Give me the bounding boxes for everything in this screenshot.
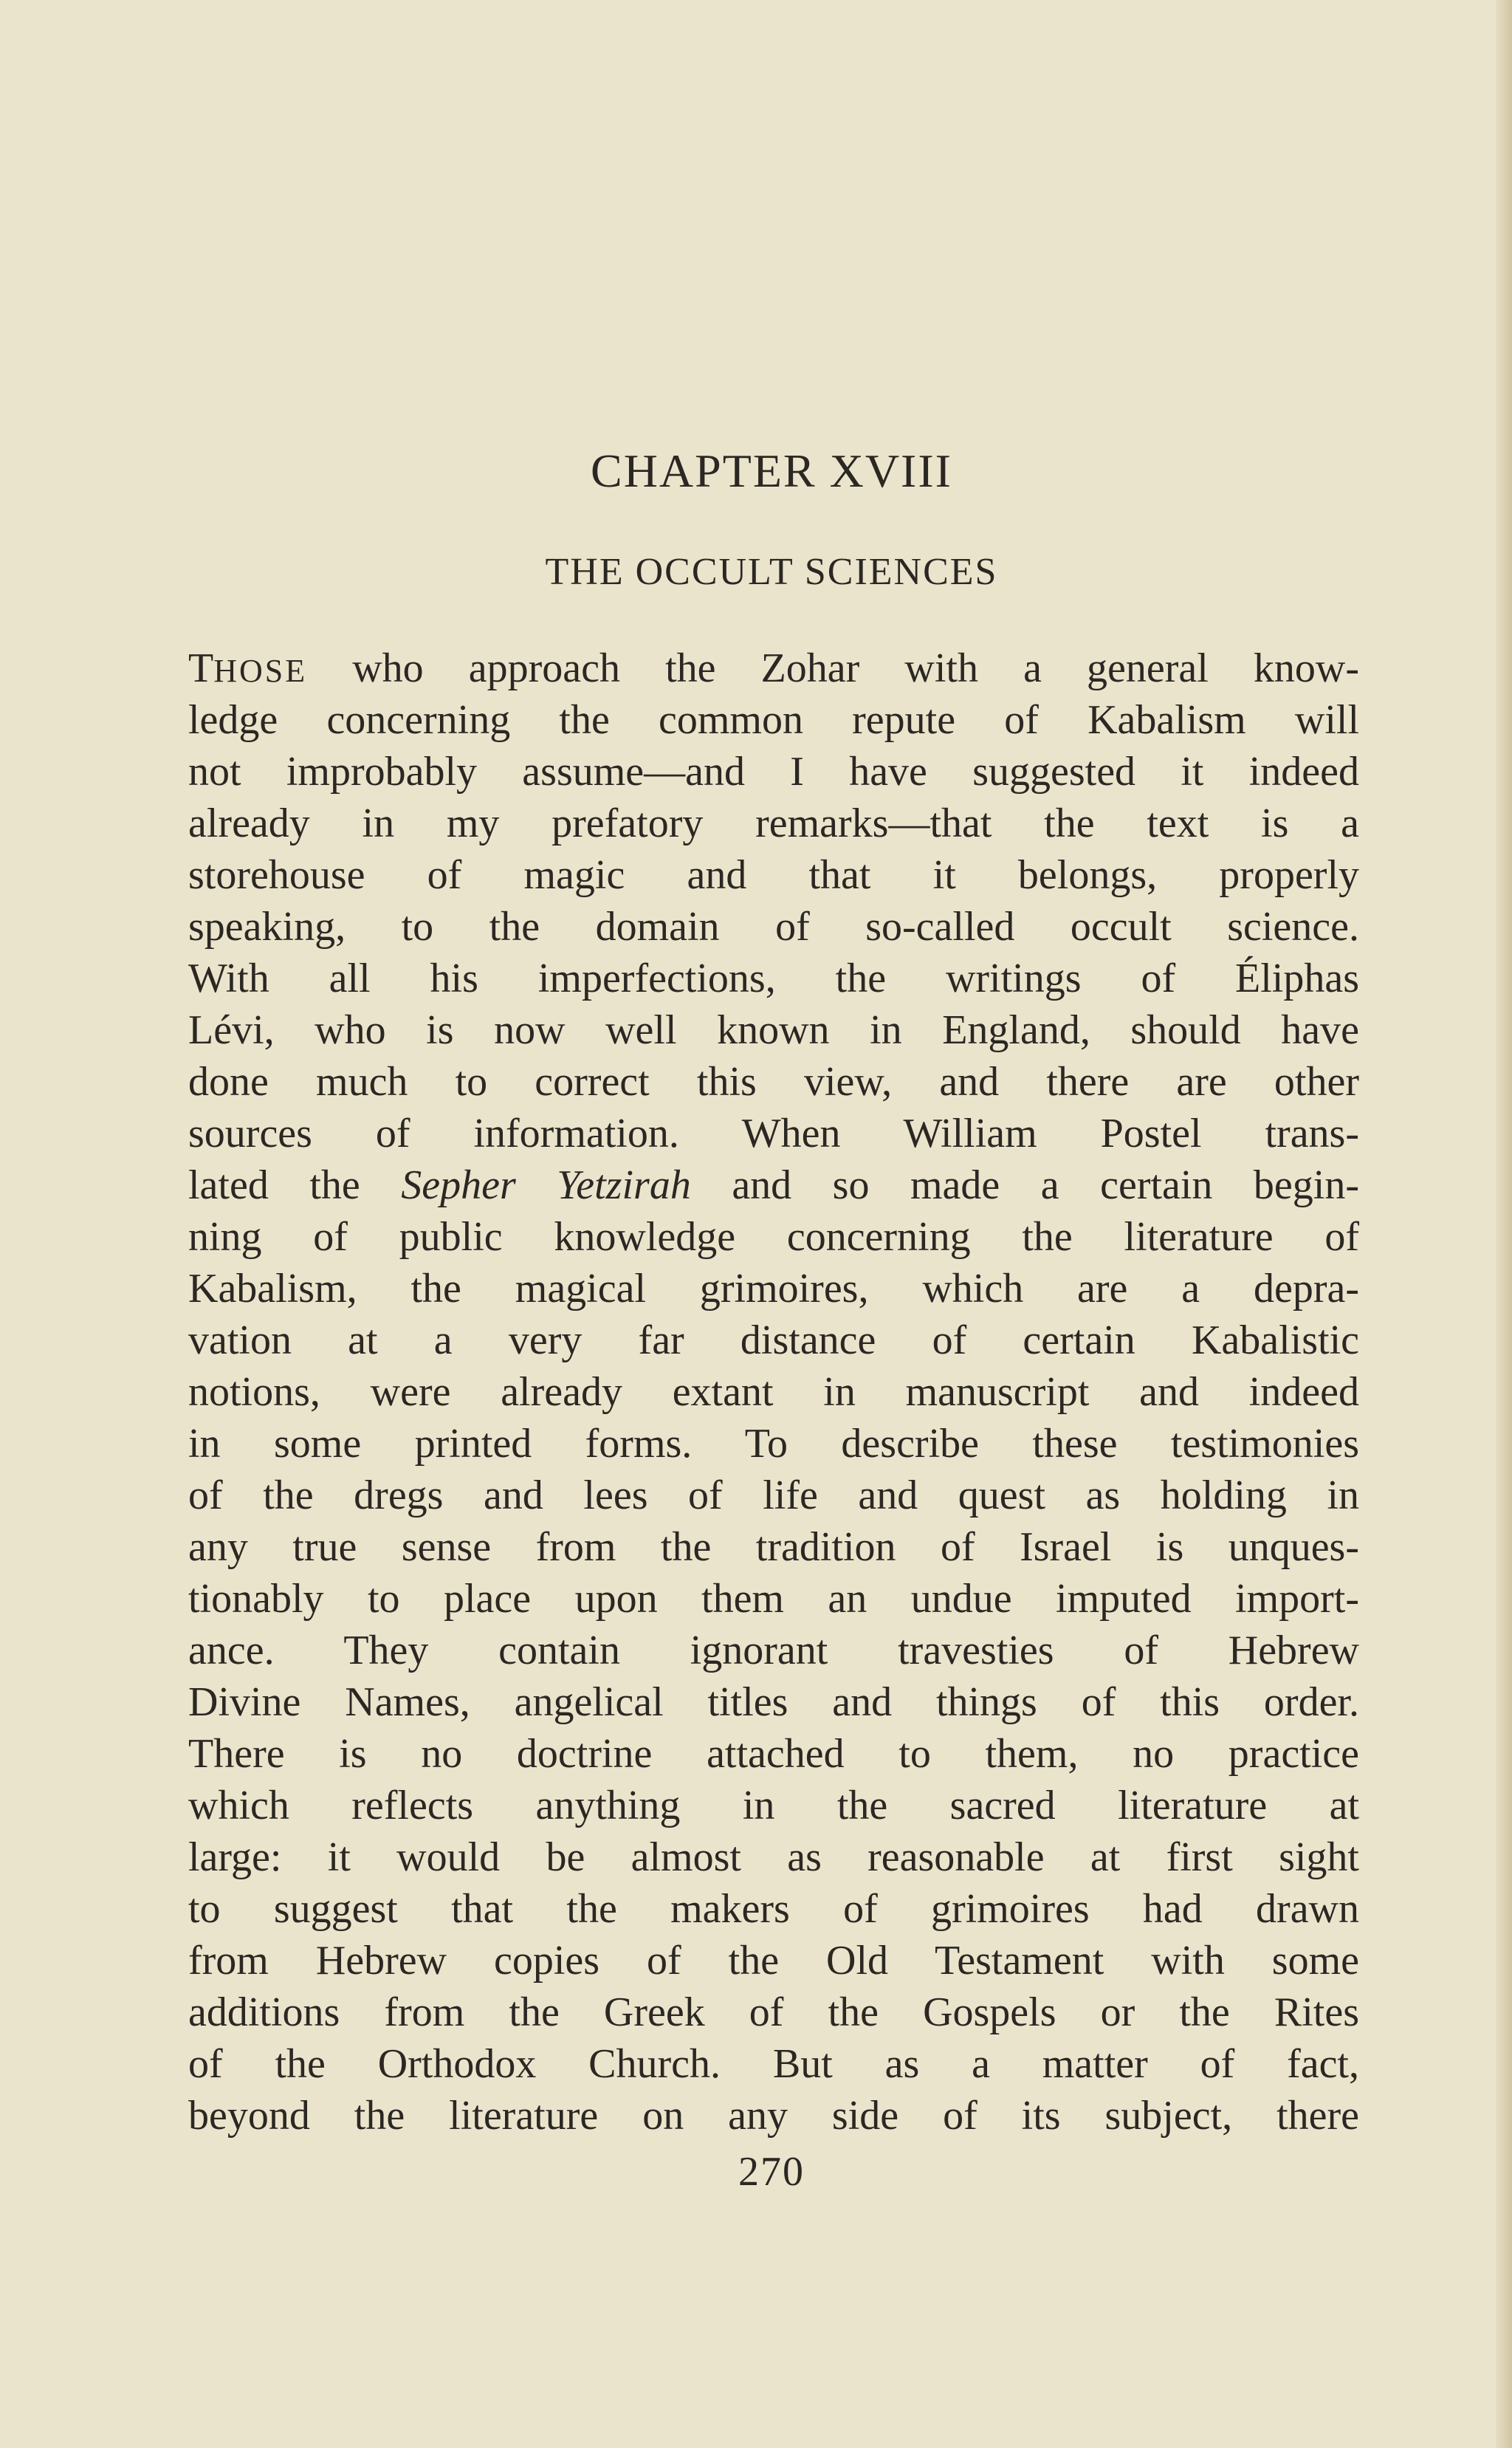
- chapter-heading: CHAPTER XVIII: [591, 445, 952, 497]
- text-line-27: additions from the Greek of the Gospels or the Rites: [188, 1989, 1359, 2035]
- text-line-14: vation at a very far distance of certain Kabalistic: [188, 1317, 1359, 1363]
- text-line-9: done much to correct this view, and there are other: [188, 1059, 1359, 1105]
- text-line-11-after: and so made a certain begin-: [690, 1162, 1359, 1208]
- text-line-20: ance. They contain ignorant travesties of Hebrew: [188, 1628, 1359, 1673]
- page-number: 270: [738, 2149, 805, 2195]
- text-line-10: sources of information. When William Postel trans-: [188, 1111, 1359, 1156]
- body-paragraph: [188, 642, 1359, 2142]
- text-line-5: storehouse of magic and that it belongs, properly: [188, 852, 1359, 898]
- text-line-23: which reflects anything in the sacred literature at: [188, 1783, 1359, 1828]
- text-line-16: in some printed forms. To describe these testimonies: [188, 1421, 1359, 1467]
- text-line-7: With all his imperfections, the writings of Éliphas: [188, 956, 1359, 1001]
- text-line-4: already in my prefatory remarks—that the text is a: [188, 800, 1359, 846]
- book-title-italic: Sepher Yetzirah: [401, 1162, 691, 1208]
- text-line-11: [188, 1159, 1359, 1211]
- opening-word-small-caps: HOSE: [213, 653, 308, 689]
- text-line-6: speaking, to the domain of so-called occult science.: [188, 904, 1359, 950]
- text-line-8: Lévi, who is now well known in England, should have: [188, 1007, 1359, 1053]
- text-line-26: from Hebrew copies of the Old Testament with some: [188, 1938, 1359, 1984]
- text-line-15: notions, were already extant in manuscript and indeed: [188, 1369, 1359, 1415]
- text-line-1: [188, 642, 1359, 694]
- section-heading: THE OCCULT SCIENCES: [545, 551, 998, 593]
- text-line-13: Kabalism, the magical grimoires, which are a depra-: [188, 1266, 1359, 1312]
- opening-word-initial: T: [188, 645, 214, 691]
- text-line-25: to suggest that the makers of grimoires had drawn: [188, 1886, 1359, 1932]
- text-line-22: There is no doctrine attached to them, no practice: [188, 1731, 1359, 1777]
- text-line-12: ning of public knowledge concerning the literature of: [188, 1214, 1359, 1260]
- text-line-29: beyond the literature on any side of its subject, there: [188, 2093, 1359, 2139]
- text-line-21: Divine Names, angelical titles and things of this order.: [188, 1679, 1359, 1725]
- text-line-19: tionably to place upon them an undue imputed import-: [188, 1576, 1359, 1622]
- text-line-11-before: lated the: [188, 1162, 402, 1208]
- text-line-3: not improbably assume—and I have suggested it indeed: [188, 749, 1359, 795]
- text-line-24: large: it would be almost as reasonable at first sight: [188, 1834, 1359, 1880]
- text-line-17: of the dregs and lees of life and quest as holding in: [188, 1472, 1359, 1518]
- text-line-2: ledge concerning the common repute of Kabalism will: [188, 697, 1359, 743]
- text-line-1-rest: who approach the Zohar with a general know-: [307, 645, 1359, 691]
- page-edge: [1496, 0, 1512, 2448]
- text-line-28: of the Orthodox Church. But as a matter of fact,: [188, 2041, 1359, 2087]
- text-line-18: any true sense from the tradition of Israel is unques-: [188, 1524, 1359, 1570]
